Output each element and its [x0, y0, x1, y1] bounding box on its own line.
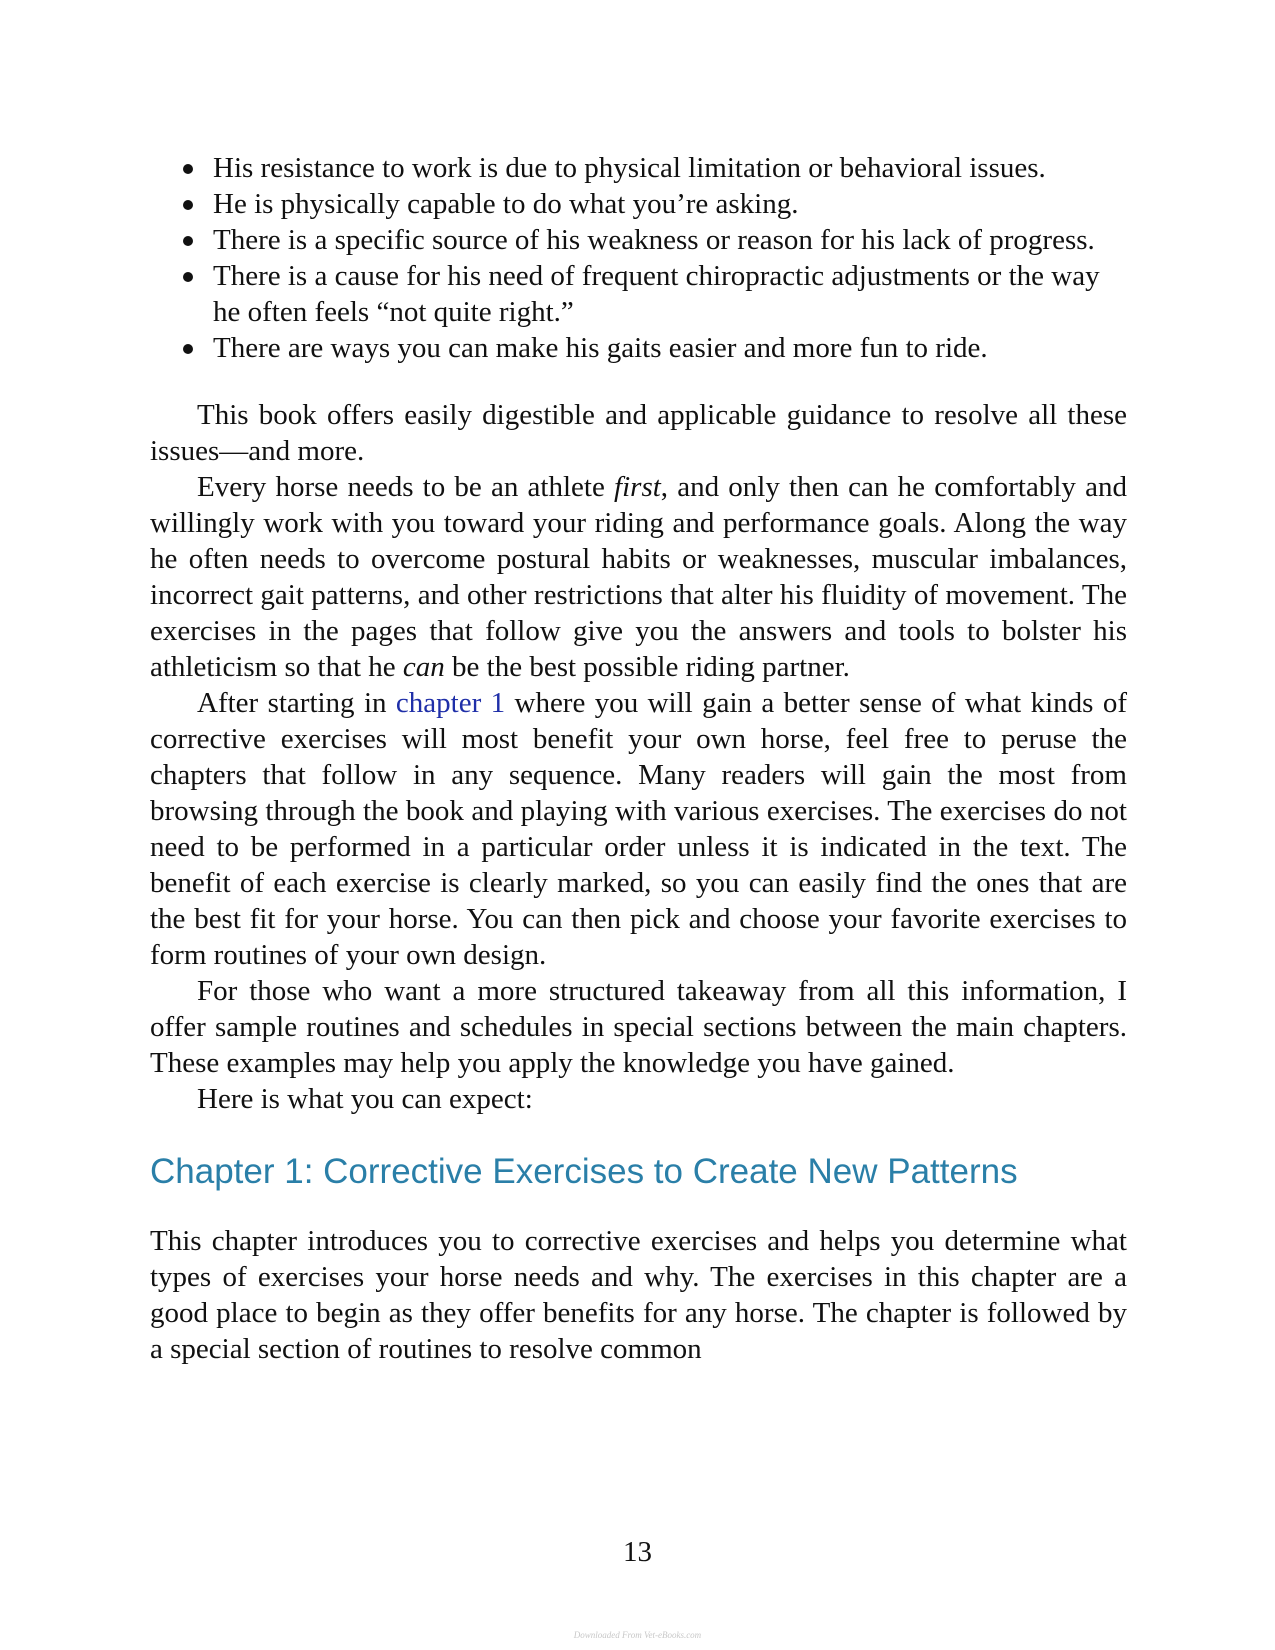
- list-item: [213, 330, 1127, 366]
- paragraph: [150, 685, 1127, 973]
- emphasis-text: can: [402, 651, 445, 683]
- bullet-icon: [183, 236, 193, 246]
- paragraph: This book offers easily digestible and applicable guidance to resolve all these issues—and more.: [150, 399, 1127, 467]
- bullet-text: His resistance to work is due to physical limitation or behavioral issues.: [213, 152, 1046, 184]
- list-item: [213, 186, 1127, 222]
- chapter-body: [150, 1223, 1127, 1367]
- paragraph-text: After starting in: [197, 687, 396, 719]
- bullet-text: There is a specific source of his weakness or reason for his lack of progress.: [213, 224, 1095, 256]
- bullet-text: He is physically capable to do what you’re asking.: [213, 188, 799, 220]
- paragraph: For those who want a more structured takeaway from all this information, I offer sample routines and schedules in special sections between the main chapters. These examples may help you apply the knowledge you have gained.: [150, 975, 1127, 1079]
- paragraph-text: where you will gain a better sense of what kinds of corrective exercises will most benefit your own horse, feel free to peruse the chapters that follow in any sequence. Many readers will gain the most from browsing through the book and playing with various exercises. The exercises do not need to be performed in a particular order unless it is indicated in the text. The benefit of each exercise is clearly marked, so you can easily find the ones that are the best fit for your horse. You can then pick and choose your favorite exercises to form routines of your own design.: [150, 687, 1127, 971]
- bullet-icon: [183, 164, 193, 174]
- list-item: [213, 150, 1127, 186]
- paragraph-text: be the best possible riding partner.: [444, 651, 850, 683]
- intro-body: [150, 397, 1127, 1117]
- bullet-icon: [183, 344, 193, 354]
- paragraph: [150, 469, 1127, 685]
- paragraph: This chapter introduces you to corrective exercises and helps you determine what types of exercises your horse needs and why. The exercises in this chapter are a good place to begin as they offer benefits for any horse. The chapter is followed by a special section of routines to resolve common: [150, 1225, 1127, 1365]
- page-number: 13: [623, 1536, 652, 1568]
- paragraph-text: , and only then can he comfortably and willingly work with you toward your riding and performance goals. Along the way he often needs to overcome postural habits or weaknesses, muscular imbalances, incorrect gait patterns, and other restrictions that alter his fluidity of movement. The exercises in the pages that follow give you the answers and tools to bolster his athleticism so that he: [150, 471, 1127, 683]
- page-content: [150, 150, 1127, 1367]
- emphasis-text: first: [614, 471, 661, 503]
- paragraph-text: Every horse needs to be an athlete: [197, 471, 615, 503]
- paragraph: Here is what you can expect:: [197, 1083, 533, 1115]
- watermark: Downloaded From Vet-eBooks.com: [573, 1630, 702, 1640]
- bullet-text: There is a cause for his need of frequent chiropractic adjustments or the way he often feels “not quite right.”: [213, 260, 1100, 328]
- chapter-1-link[interactable]: chapter 1: [395, 687, 506, 719]
- bullet-icon: [183, 200, 193, 210]
- bullet-icon: [183, 272, 193, 282]
- chapter-heading: Chapter 1: Corrective Exercises to Create New Patterns: [150, 1152, 1018, 1191]
- bullet-text: There are ways you can make his gaits easier and more fun to ride.: [213, 332, 988, 364]
- bullet-list: [150, 150, 1127, 366]
- list-item: [213, 222, 1127, 258]
- list-item: [213, 258, 1127, 330]
